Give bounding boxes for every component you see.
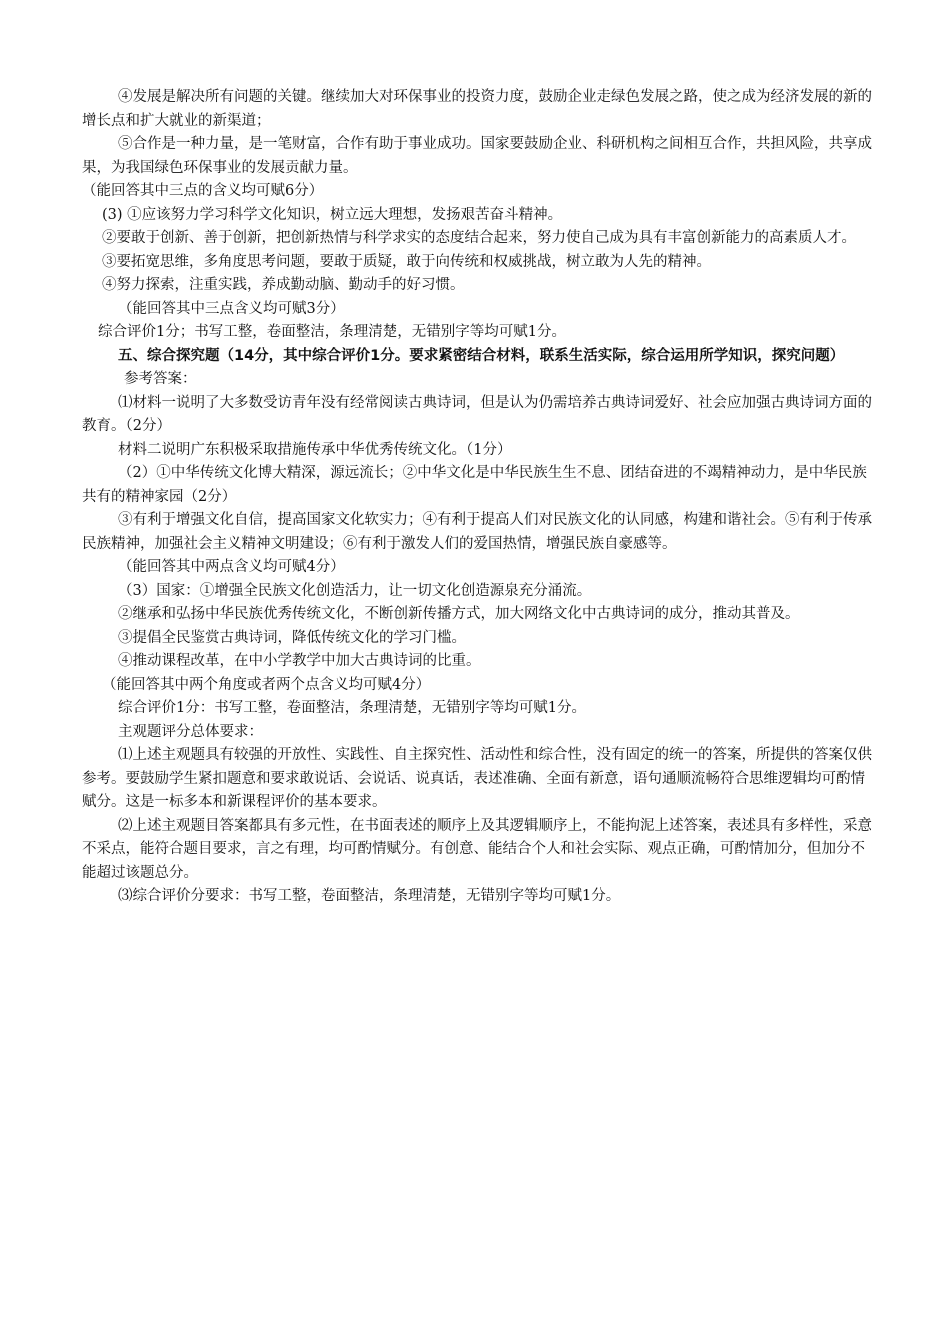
reference-answer-label: 参考答案：: [124, 371, 197, 387]
answer-3-point-3: ③要拓宽思维，多角度思考问题，要敢于质疑，敢于向传统和权威挑战，树立敢为人先的精神。: [102, 253, 711, 270]
scoring-note: （能回答其中两点含义均可赋4分）: [118, 559, 345, 575]
answer-1-material-one: ⑴材料一说明了大多数受访青年没有经常阅读古典诗词，但是认为仍需培养古典诗词爱好、社会应加强古典诗词方面的教育。（2分）: [82, 394, 872, 434]
answer-3-country-point-3: ③提倡全民鉴赏古典诗词，降低传统文化的学习门槛。: [118, 629, 466, 646]
answer-key-page: [82, 86, 872, 909]
answer-1-material-two: 材料二说明广东积极采取措施传承中华优秀传统文化。（1分）: [118, 441, 512, 458]
answer-3-point-1: (3) ①应该努力学习科学文化知识，树立远大理想，发扬艰苦奋斗精神。: [102, 206, 563, 223]
general-requirement-3: ⑶综合评价分要求：书写工整，卷面整洁，条理清楚，无错别字等均可赋1分。: [118, 888, 621, 904]
answer-line-4-development: ④发展是解决所有问题的关键。继续加大对环保事业的投资力度，鼓励企业走绿色发展之路，使之成为经济发展的新的增长点和扩大就业的新渠道；: [82, 89, 872, 129]
scoring-note: （能回答其中三点含义均可赋3分）: [118, 300, 345, 317]
section-5-heading: 五、综合探究题（14分，其中综合评价1分。要求紧密结合材料，联系生活实际，综合运用所学知识，探究问题）: [118, 347, 845, 364]
answer-2-points-1-2: （2）①中华传统文化博大精深，源远流长；②中华文化是中华民族生生不息、团结奋进的不竭精神动力，是中华民族共有的精神家园（2分）: [82, 465, 867, 505]
general-requirement-1: ⑴上述主观题具有较强的开放性、实践性、自主探究性、活动性和综合性，没有固定的统一的答案，所提供的答案仅供参考。要鼓励学生紧扣题意和要求敢说话、会说话、说真话，表述准确、全面有新意，语句通顺流畅符合思维逻辑均可酌情赋分。这是一标多本和新课程评价的基本要求。: [82, 747, 872, 810]
scoring-note: （能回答其中三点的含义均可赋6分）: [82, 183, 324, 199]
answer-3-point-2: ②要敢于创新、善于创新，把创新热情与科学求实的态度结合起来，努力使自己成为具有丰富创新能力的高素质人才。: [102, 230, 856, 246]
scoring-note: （能回答其中两个角度或者两个点含义均可赋4分）: [102, 676, 431, 693]
answer-3-country-point-1: （3）国家：①增强全民族文化创造活力，让一切文化创造源泉充分涌流。: [118, 582, 592, 599]
general-requirements-heading: 主观题评分总体要求：: [118, 723, 263, 740]
answer-2-points-3-6: ③有利于增强文化自信，提高国家文化软实力；④有利于提高人们对民族文化的认同感，构建和谐社会。⑤有利于传承民族精神，加强社会主义精神文明建设；⑥有利于激发人们的爱国热情，增强民族自豪感等。: [82, 512, 872, 552]
answer-3-country-point-4: ④推动课程改革，在中小学教学中加大古典诗词的比重。: [118, 653, 481, 669]
answer-line-5-cooperation: ⑤合作是一种力量，是一笔财富，合作有助于事业成功。国家要鼓励企业、科研机构之间相互合作，共担风险，共享成果，为我国绿色环保事业的发展贡献力量。: [82, 136, 872, 176]
general-requirement-2: ⑵上述主观题目答案都具有多元性，在书面表述的顺序上及其逻辑顺序上，不能拘泥上述答案，表述具有多样性，采意不采点，能符合题目要求，言之有理，均可酌情赋分。有创意、能结合个人和社会实际、观点正确，可酌情加分，但加分不能超过该题总分。: [82, 817, 872, 881]
answer-3-country-point-2: ②继承和弘扬中华民族优秀传统文化，不断创新传播方式，加大网络文化中古典诗词的成分，推动其普及。: [118, 606, 800, 622]
overall-evaluation-note: 综合评价1分；书写工整，卷面整洁，条理清楚，无错别字等均可赋1分。: [98, 324, 566, 340]
overall-evaluation-note: 综合评价1分：书写工整，卷面整洁，条理清楚，无错别字等均可赋1分。: [118, 700, 586, 716]
answer-3-point-4: ④努力探索，注重实践，养成勤动脑、勤动手的好习惯。: [102, 277, 465, 293]
